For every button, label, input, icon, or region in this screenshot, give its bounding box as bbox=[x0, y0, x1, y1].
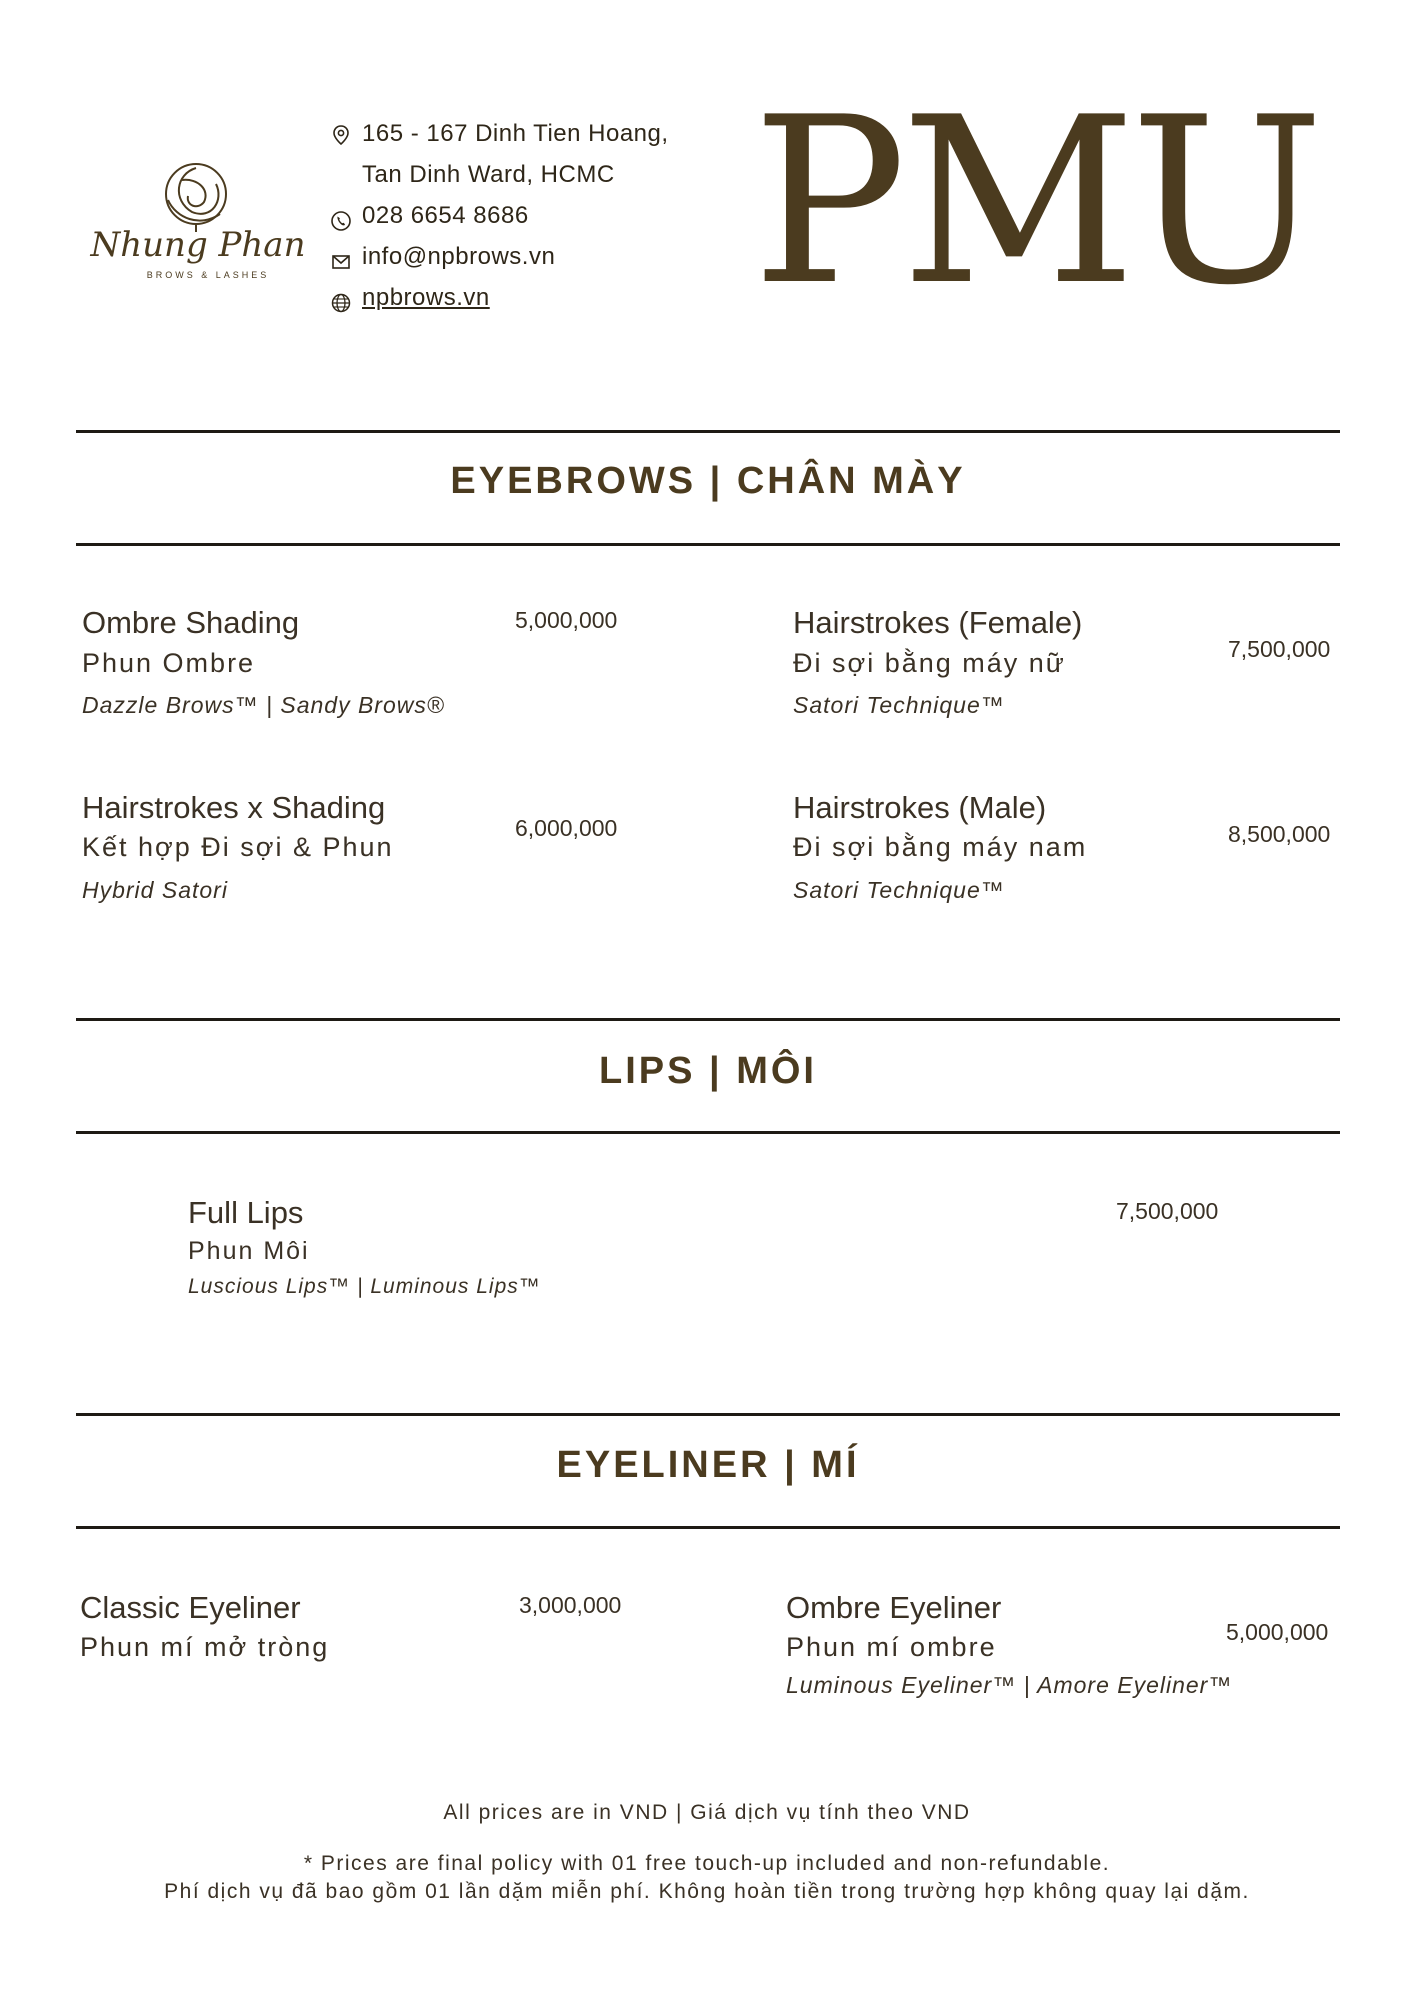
service-name-vi: Phun Ombre bbox=[82, 648, 256, 678]
envelope-icon bbox=[330, 251, 352, 273]
service-price: 7,500,000 bbox=[1116, 1198, 1219, 1224]
service-name: Hairstrokes (Male) bbox=[793, 790, 1047, 825]
address-line-1: 165 - 167 Dinh Tien Hoang, bbox=[362, 120, 669, 147]
service-technique: Luscious Lips™ | Luminous Lips™ bbox=[188, 1275, 541, 1298]
service-name: Full Lips bbox=[188, 1195, 304, 1230]
service-price: 5,000,000 bbox=[1226, 1619, 1329, 1645]
service-name: Hairstrokes x Shading bbox=[82, 790, 386, 825]
currency-note: All prices are in VND | Giá dịch vụ tính theo VND bbox=[443, 1801, 971, 1824]
service-technique: Hybrid Satori bbox=[82, 877, 228, 903]
service-technique: Dazzle Brows™ | Sandy Brows® bbox=[82, 692, 445, 718]
service-technique: Luminous Eyeliner™ | Amore Eyeliner™ bbox=[786, 1672, 1233, 1698]
phone-icon bbox=[330, 210, 352, 232]
section-heading-eyebrows: EYEBROWS | CHÂN MÀY bbox=[450, 460, 966, 502]
section-heading-eyeliner: EYELINER | MÍ bbox=[556, 1444, 860, 1486]
service-name: Ombre Eyeliner bbox=[786, 1590, 1002, 1625]
section-heading-lips: LIPS | MÔI bbox=[599, 1050, 817, 1092]
service-name: Ombre Shading bbox=[82, 605, 300, 640]
service-price: 6,000,000 bbox=[515, 815, 618, 841]
service-technique: Satori Technique™ bbox=[793, 877, 1005, 903]
section-divider bbox=[76, 430, 1340, 433]
phone-number[interactable]: 028 6654 8686 bbox=[362, 202, 529, 229]
page-title: PMU bbox=[752, 69, 1319, 336]
service-name: Classic Eyeliner bbox=[80, 1590, 301, 1625]
globe-icon bbox=[330, 292, 352, 314]
section-divider bbox=[76, 1413, 1340, 1416]
rose-icon bbox=[88, 160, 308, 290]
address-line-2: Tan Dinh Ward, HCMC bbox=[362, 161, 615, 188]
section-divider bbox=[76, 543, 1340, 546]
location-pin-icon bbox=[330, 124, 352, 146]
section-divider bbox=[76, 1018, 1340, 1021]
service-name-vi: Kết hợp Đi sợi & Phun bbox=[82, 832, 394, 862]
section-divider bbox=[76, 1526, 1340, 1529]
service-name-vi: Phun Môi bbox=[188, 1237, 310, 1265]
service-price: 7,500,000 bbox=[1228, 636, 1331, 662]
logo-script: Nhung Phan bbox=[90, 225, 306, 265]
service-name: Hairstrokes (Female) bbox=[793, 605, 1083, 640]
brand-logo bbox=[88, 160, 308, 290]
logo-tagline: BROWS & LASHES bbox=[146, 270, 270, 280]
service-name-vi: Đi sợi bằng máy nam bbox=[793, 832, 1088, 862]
service-technique: Satori Technique™ bbox=[793, 692, 1005, 718]
service-name-vi: Phun mí mở tròng bbox=[80, 1632, 330, 1662]
service-name-vi: Đi sợi bằng máy nữ bbox=[793, 648, 1066, 678]
service-price: 8,500,000 bbox=[1228, 821, 1331, 847]
policy-note-vi: Phí dịch vụ đã bao gồm 01 lần dặm miễn phí. Không hoàn tiền trong trường hợp không quay lại dặm. bbox=[164, 1880, 1250, 1903]
website-link[interactable]: npbrows.vn bbox=[362, 284, 490, 311]
email-address[interactable]: info@npbrows.vn bbox=[362, 243, 556, 270]
section-divider bbox=[76, 1131, 1340, 1134]
service-price: 5,000,000 bbox=[515, 607, 618, 633]
service-name-vi: Phun mí ombre bbox=[786, 1632, 997, 1662]
service-price: 3,000,000 bbox=[519, 1592, 622, 1618]
policy-note-en: * Prices are final policy with 01 free touch-up included and non-refundable. bbox=[303, 1852, 1111, 1875]
